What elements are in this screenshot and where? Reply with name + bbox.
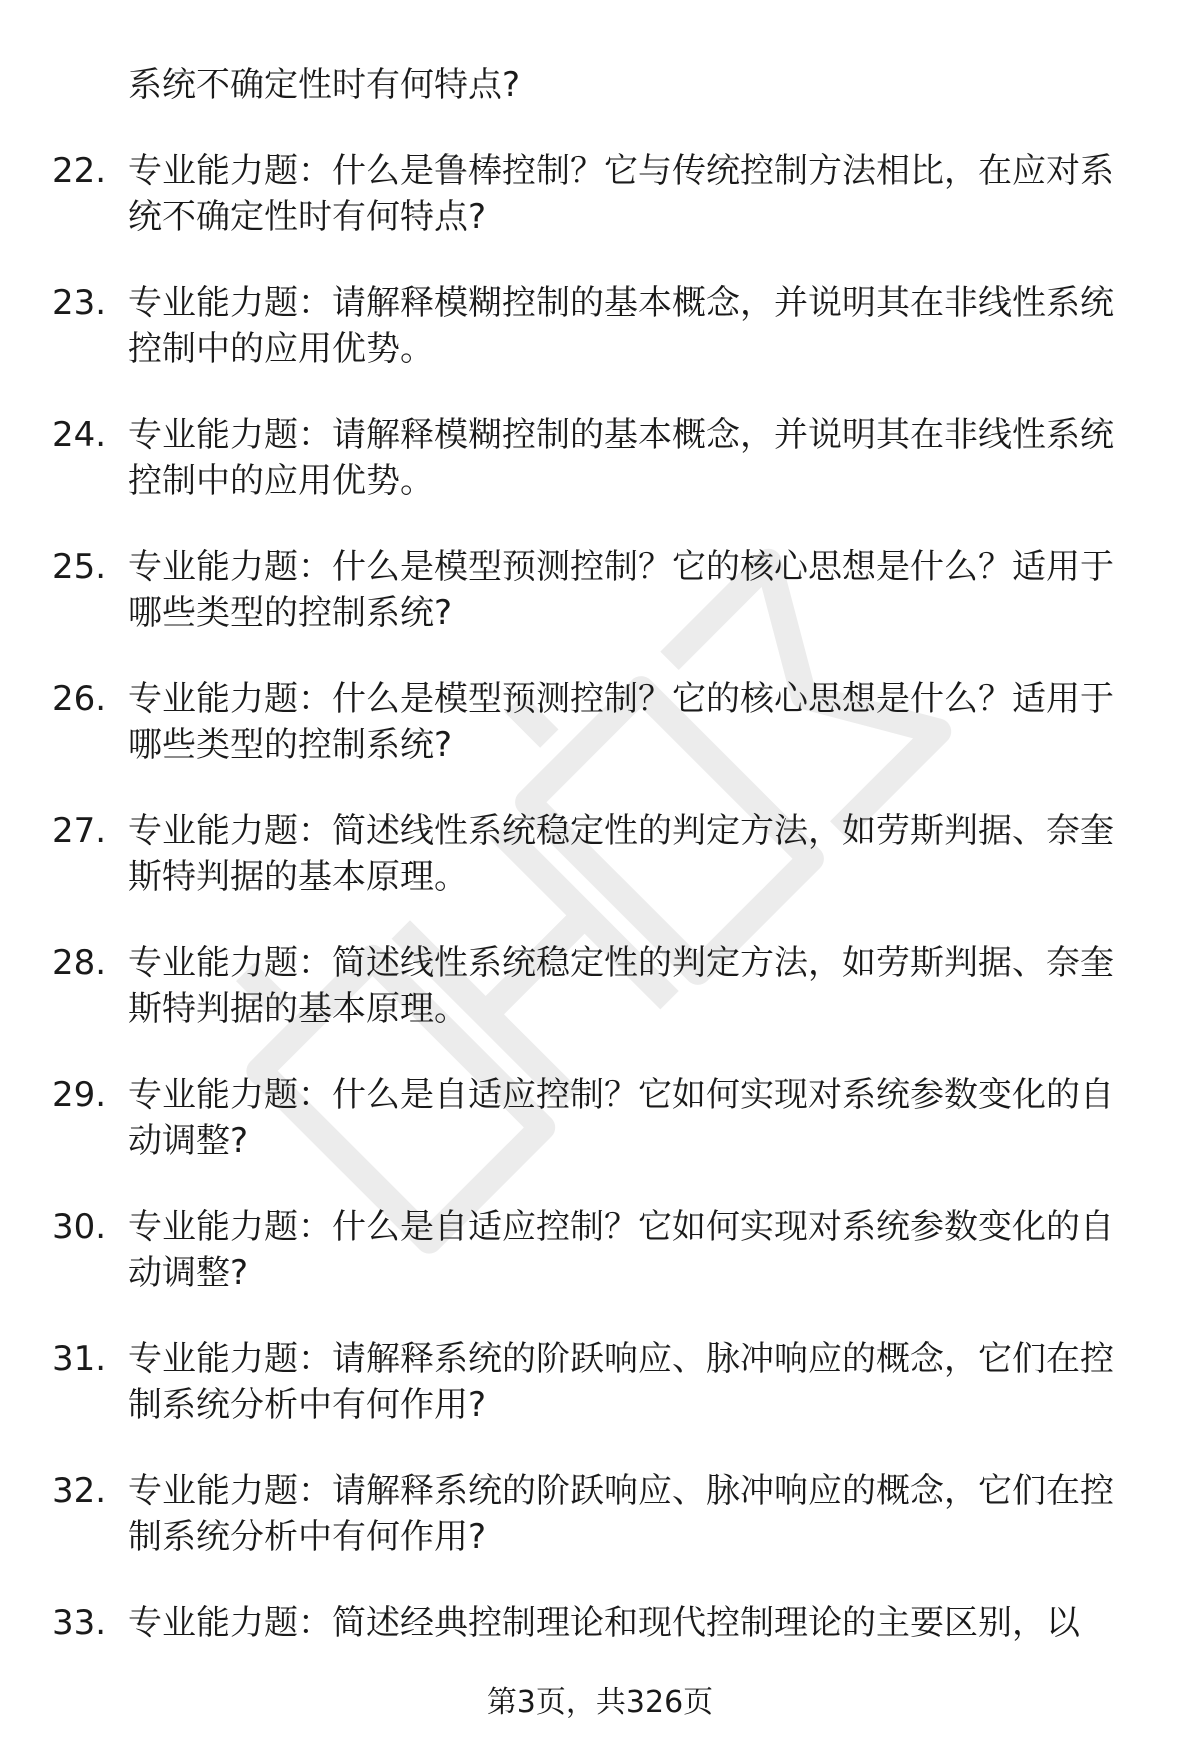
question-number: 25. — [52, 547, 107, 587]
carryover-text: 系统不确定性时有何特点? — [128, 65, 521, 105]
question-text: 专业能力题：请解释模糊控制的基本概念，并说明其在非线性系统控制中的应用优势。 — [128, 415, 1114, 501]
question-number: 32. — [52, 1471, 107, 1511]
question-item — [0, 544, 1200, 676]
question-text: 专业能力题：请解释系统的阶跃响应、脉冲响应的概念，它们在控制系统分析中有何作用? — [128, 1471, 1114, 1557]
question-number: 26. — [52, 679, 107, 719]
question-item — [0, 1336, 1200, 1468]
question-text: 专业能力题：简述线性系统稳定性的判定方法，如劳斯判据、奈奎斯特判据的基本原理。 — [128, 811, 1114, 897]
page-footer: 第3页，共326页 — [486, 1685, 714, 1720]
question-item — [0, 676, 1200, 808]
question-number: 23. — [52, 283, 107, 323]
question-text: 专业能力题：请解释系统的阶跃响应、脉冲响应的概念，它们在控制系统分析中有何作用? — [128, 1339, 1114, 1425]
question-item — [0, 412, 1200, 544]
question-text: 专业能力题：简述线性系统稳定性的判定方法，如劳斯判据、奈奎斯特判据的基本原理。 — [128, 943, 1114, 1029]
question-text: 专业能力题：什么是模型预测控制？它的核心思想是什么？适用于哪些类型的控制系统? — [128, 547, 1114, 633]
question-item — [0, 1204, 1200, 1336]
question-list — [0, 148, 1200, 1732]
question-item — [0, 940, 1200, 1072]
question-text: 专业能力题：什么是模型预测控制？它的核心思想是什么？适用于哪些类型的控制系统? — [128, 679, 1114, 765]
question-text: 专业能力题：什么是自适应控制？它如何实现对系统参数变化的自动调整? — [128, 1075, 1114, 1161]
question-item — [0, 808, 1200, 940]
question-item — [0, 280, 1200, 412]
question-number: 33. — [52, 1603, 107, 1643]
question-number: 24. — [52, 415, 107, 455]
question-item — [0, 1072, 1200, 1204]
question-number: 29. — [52, 1075, 107, 1115]
question-text: 专业能力题：请解释模糊控制的基本概念，并说明其在非线性系统控制中的应用优势。 — [128, 283, 1114, 369]
question-item — [0, 1468, 1200, 1600]
question-text: 专业能力题：什么是自适应控制？它如何实现对系统参数变化的自动调整? — [128, 1207, 1114, 1293]
question-number: 30. — [52, 1207, 107, 1247]
question-number: 31. — [52, 1339, 107, 1379]
question-text: 专业能力题：简述经典控制理论和现代控制理论的主要区别，以 — [128, 1603, 1080, 1643]
question-item — [0, 148, 1200, 280]
question-text: 专业能力题：什么是鲁棒控制？它与传统控制方法相比，在应对系统不确定性时有何特点? — [128, 151, 1114, 237]
question-number: 28. — [52, 943, 107, 983]
question-number: 27. — [52, 811, 107, 851]
question-number: 22. — [52, 151, 107, 191]
